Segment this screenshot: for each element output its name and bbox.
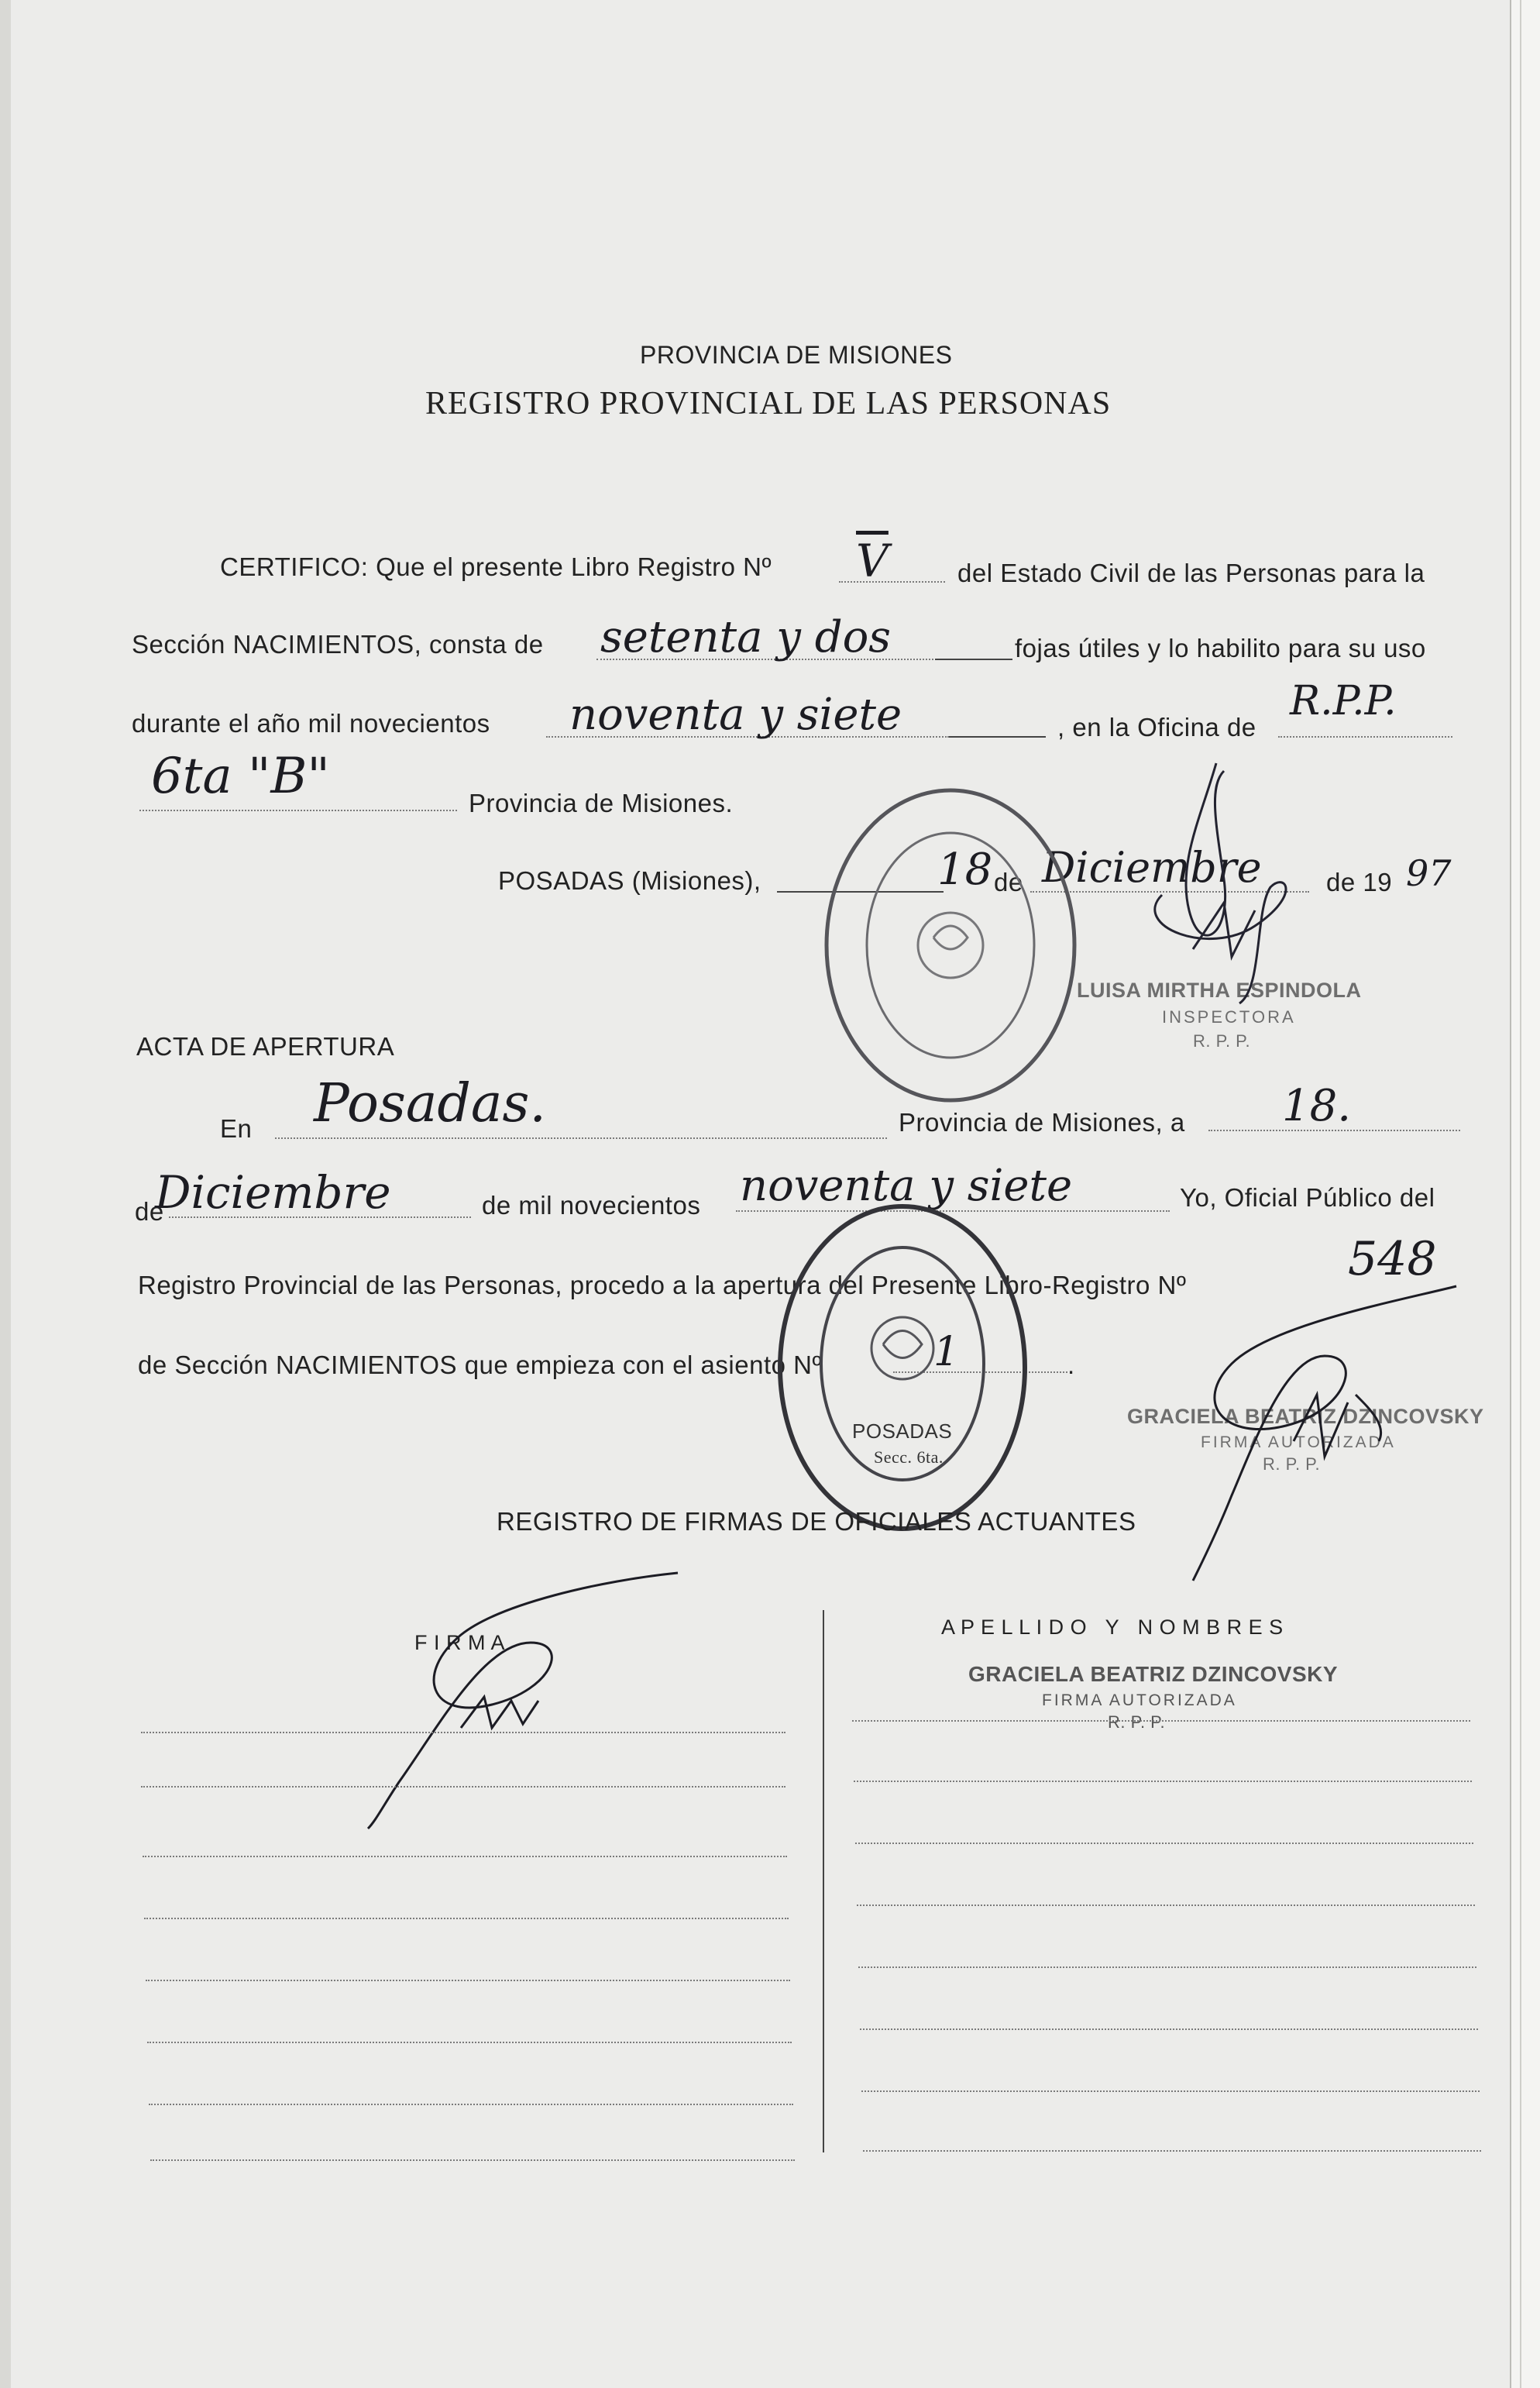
month-handwritten: Diciembre [1042, 843, 1262, 892]
year-suffix-handwritten: 97 [1406, 852, 1452, 894]
name-row-line [854, 1781, 1472, 1782]
seal-2-city: POSADAS [852, 1419, 953, 1443]
opening-line3: Registro Provincial de las Personas, procedo a la apertura del Presente Libro-Registro Nº [138, 1271, 1187, 1299]
names-column-header: A P E L L I D O Y N O M B R E S [941, 1616, 1284, 1639]
signature-row-line [141, 1732, 785, 1733]
cert-line4-end: Provincia de Misiones. [469, 789, 734, 817]
office-section-handwritten: 6ta "B" [151, 748, 330, 805]
signature-row-line [147, 2042, 792, 2043]
registry-seal-2 [775, 1197, 1038, 1538]
signature-row-line [149, 2104, 793, 2105]
year-prefix: de 19 [1326, 868, 1393, 896]
name-row-line [852, 1720, 1470, 1722]
signature-row-line [150, 2159, 795, 2161]
cert-line2-end: fojas útiles y lo habilito para su uso [1015, 634, 1426, 662]
official-stamp-org: R. P. P. [1263, 1454, 1321, 1474]
place-date-label: POSADAS (Misiones), [498, 866, 761, 895]
name-row-line [861, 2090, 1480, 2092]
inspector-signature [1115, 755, 1348, 1050]
signature-row-line [143, 1856, 787, 1857]
name-row-line [858, 1966, 1476, 1968]
year-words-handwritten: noventa y siete [569, 690, 902, 740]
signature-column-header: F I R M A [414, 1631, 506, 1654]
office-line [1278, 736, 1452, 738]
official-signature [1115, 1240, 1487, 1596]
province-heading: PROVINCIA DE MISIONES [640, 341, 953, 369]
signature-row-line [144, 1918, 789, 1919]
columns-divider [823, 1610, 824, 2152]
book-number-line [839, 581, 945, 583]
opening-line4-end: . [1067, 1351, 1075, 1379]
cert-line1-end: del Estado Civil de las Personas para la [957, 559, 1425, 587]
opening-day-handwritten: 18. [1282, 1081, 1352, 1131]
office-handwritten: R.P.P. [1290, 678, 1397, 724]
official-stamp-name: GRACIELA BEATRIZ DZINCOVSKY [1127, 1405, 1484, 1428]
opening-province: Provincia de Misiones, a [899, 1108, 1185, 1137]
opening-de: de [135, 1197, 164, 1226]
register-number-handwritten: 548 [1348, 1232, 1437, 1286]
entry-org-stamp: R. P. P. [1108, 1712, 1166, 1732]
year-words-underline [949, 736, 1046, 738]
opening-en: En [220, 1114, 253, 1143]
opening-year-handwritten: noventa y siete [740, 1161, 1073, 1211]
opening-year-label: de mil novecientos [482, 1191, 701, 1220]
day-handwritten: 18 [937, 845, 993, 895]
opening-title: ACTA DE APERTURA [136, 1032, 395, 1061]
entry-number-handwritten: 1 [933, 1329, 960, 1375]
opening-official: Yo, Oficial Público del [1180, 1183, 1435, 1212]
name-row-line [860, 2028, 1478, 2030]
signature-row-line [141, 1786, 785, 1788]
pages-count-handwritten: setenta y dos [600, 612, 892, 662]
inspector-stamp-org: R. P. P. [1193, 1031, 1251, 1051]
opening-month-handwritten: Diciembre [155, 1166, 391, 1219]
signature-row-line [146, 1980, 790, 1981]
book-number-handwritten: $\overline{V}$ [856, 535, 889, 587]
cert-line3-office-label: , en la Oficina de [1057, 713, 1256, 742]
entry-name-stamp: GRACIELA BEATRIZ DZINCOVSKY [968, 1662, 1339, 1686]
inspector-stamp-title: INSPECTORA [1162, 1007, 1296, 1027]
name-row-line [857, 1905, 1475, 1906]
registry-heading: REGISTRO PROVINCIAL DE LAS PERSONAS [425, 386, 1112, 422]
city-handwritten: Posadas. [314, 1073, 546, 1134]
name-row-line [855, 1843, 1473, 1844]
cert-line2-start: Sección NACIMIENTOS, consta de [132, 630, 544, 659]
inspector-stamp-name: LUISA MIRTHA ESPINDOLA [1077, 979, 1362, 1002]
opening-line4: de Sección NACIMIENTOS que empieza con el asiento Nº [138, 1351, 823, 1379]
office-section-line [139, 810, 457, 811]
cert-line3-start: durante el año mil novecientos [132, 709, 490, 738]
pages-count-underline [935, 659, 1012, 660]
book-spine [1510, 0, 1540, 2388]
signatures-title: REGISTRO DE FIRMAS DE OFICIALES ACTUANTES [497, 1507, 1136, 1536]
entry-title-stamp: FIRMA AUTORIZADA [1042, 1691, 1237, 1709]
day-month-connector: de [994, 868, 1023, 896]
city-line [275, 1137, 887, 1139]
official-stamp-title: FIRMA AUTORIZADA [1201, 1433, 1396, 1451]
name-row-line [863, 2150, 1481, 2152]
seal-2-section: Secc. 6ta. [874, 1447, 944, 1467]
entry-signature [306, 1557, 693, 1836]
cert-line1-start: CERTIFICO: Que el presente Libro Registro Nº [220, 552, 772, 581]
registry-seal-1 [817, 783, 1088, 1108]
book-spine-edge [1520, 0, 1521, 2388]
